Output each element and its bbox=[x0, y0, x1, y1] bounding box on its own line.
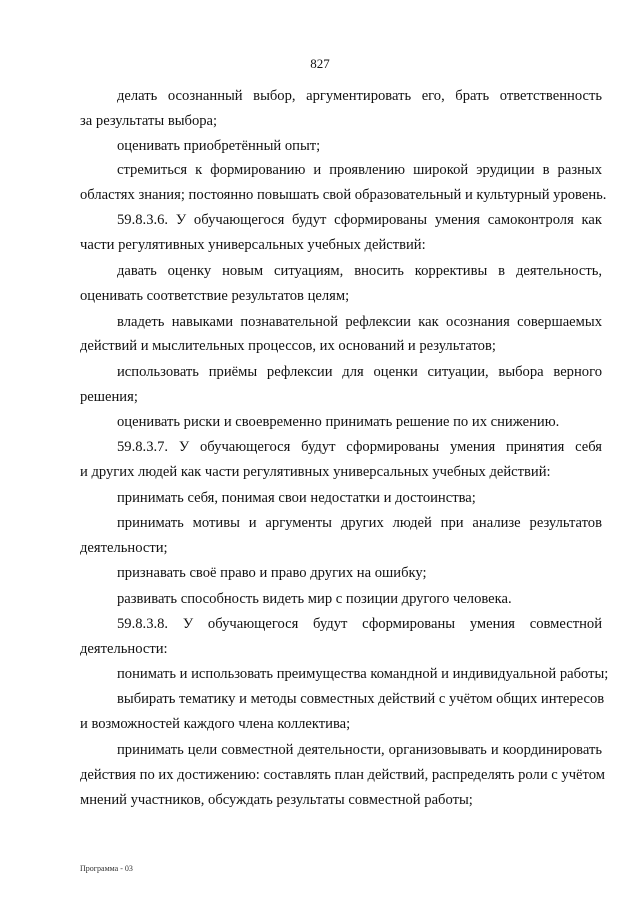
text-line: 59.8.3.6. У обучающегося будут сформированы умения самоконтроля как bbox=[117, 212, 602, 228]
text-line: мнений участников, обсуждать результаты совместной работы; bbox=[80, 792, 473, 808]
text-line: оценивать соответствие результатов целям; bbox=[80, 288, 350, 304]
text-line: использовать приёмы рефлексии для оценки ситуации, выбора верного bbox=[117, 364, 602, 380]
text-line: понимать и использовать преимущества командной и индивидуальной работы; bbox=[117, 666, 609, 682]
footer-text: Программа - 03 bbox=[80, 864, 133, 873]
text-line: деятельности: bbox=[80, 641, 168, 657]
text-line: давать оценку новым ситуациям, вносить коррективы в деятельность, bbox=[117, 263, 602, 279]
text-line: и возможностей каждого члена коллектива; bbox=[80, 716, 351, 732]
text-line: 59.8.3.8. У обучающегося будут сформированы умения совместной bbox=[117, 616, 602, 632]
text-line: выбирать тематику и методы совместных действий с учётом общих интересов bbox=[117, 691, 605, 707]
text-line: развивать способность видеть мир с позиции другого человека. bbox=[117, 591, 512, 607]
text-line: и других людей как части регулятивных универсальных учебных действий: bbox=[80, 464, 551, 480]
text-line: владеть навыками познавательной рефлексии как осознания совершаемых bbox=[117, 314, 602, 330]
text-line: принимать цели совместной деятельности, организовывать и координировать bbox=[117, 742, 602, 758]
text-line: делать осознанный выбор, аргументировать его, брать ответственность bbox=[117, 88, 602, 104]
text-line: принимать мотивы и аргументы других людей при анализе результатов bbox=[117, 515, 602, 531]
text-line: признавать своё право и право других на ошибку; bbox=[117, 565, 427, 581]
text-line: за результаты выбора; bbox=[80, 113, 218, 129]
text-line: части регулятивных универсальных учебных действий: bbox=[80, 237, 426, 253]
text-line: областях знания; постоянно повышать свой образовательный и культурный уровень. bbox=[80, 187, 607, 203]
text-line: деятельности; bbox=[80, 540, 168, 556]
text-line: решения; bbox=[80, 389, 138, 405]
text-line: оценивать риски и своевременно принимать решение по их снижению. bbox=[117, 414, 560, 430]
text-line: оценивать приобретённый опыт; bbox=[117, 138, 321, 154]
text-line: 59.8.3.7. У обучающегося будут сформированы умения принятия себя bbox=[117, 439, 602, 455]
text-line: принимать себя, понимая свои недостатки и достоинства; bbox=[117, 490, 476, 506]
text-line: действий и мыслительных процессов, их оснований и результатов; bbox=[80, 338, 496, 354]
text-line: стремиться к формированию и проявлению широкой эрудиции в разных bbox=[117, 162, 602, 178]
text-line: действия по их достижению: составлять план действий, распределять роли с учётом bbox=[80, 767, 605, 783]
page-number: 827 bbox=[310, 56, 330, 71]
